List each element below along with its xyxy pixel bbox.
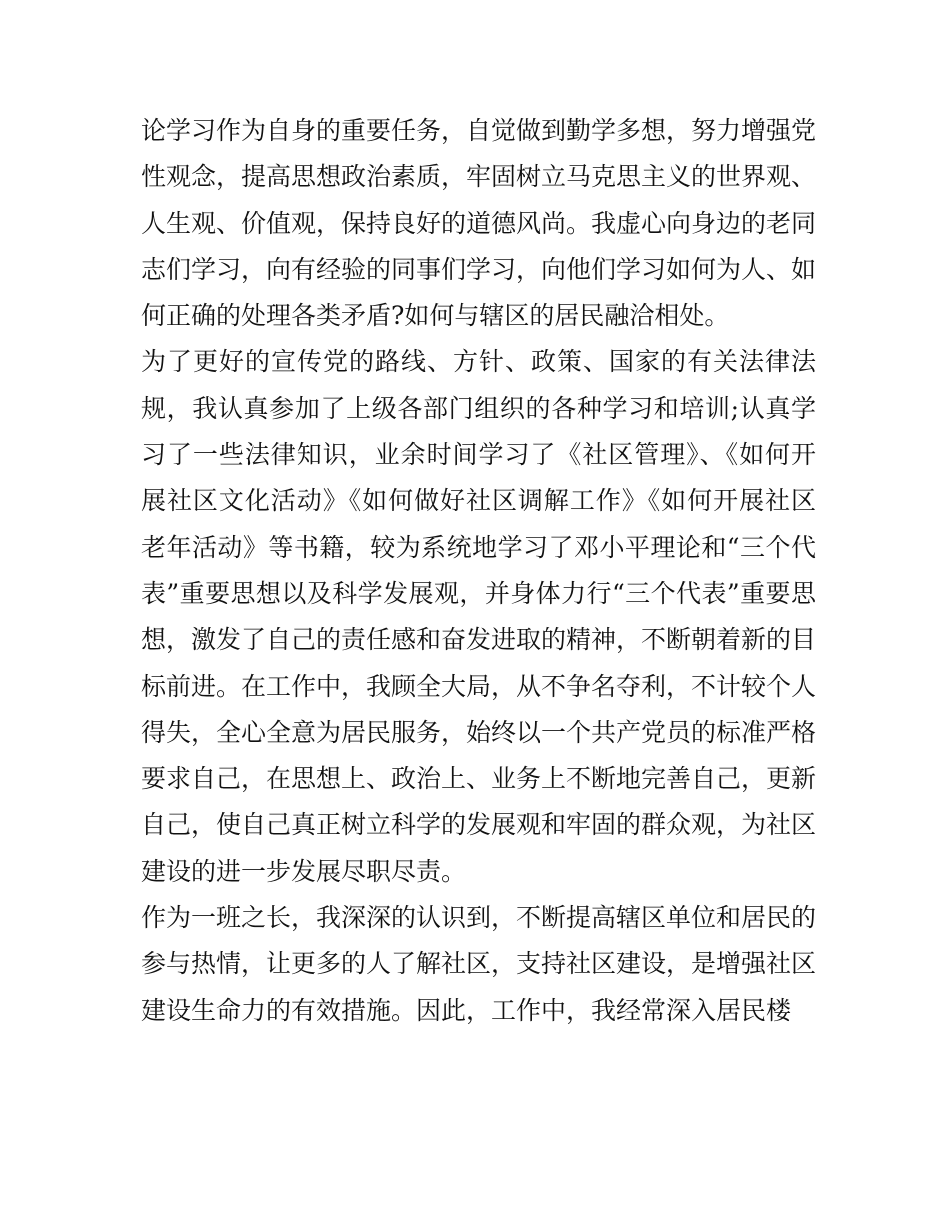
paragraph-3 <box>141 895 816 1034</box>
document-body <box>141 108 816 1034</box>
text-line: 建设的进一步发展尽职尽责。 <box>141 856 467 886</box>
paragraph-2 <box>141 339 816 895</box>
text-line: 老年活动》等书籍，较为系统地学习了邓小平理论和“三个代 <box>141 532 816 562</box>
text-line: 参与热情，让更多的人了解社区，支持社区建设，是增强社区 <box>141 949 817 979</box>
text-line: 作为一班之长，我深深的认识到，不断提高辖区单位和居民的 <box>141 903 817 933</box>
text-line: 论学习作为自身的重要任务，自觉做到勤学多想，努力增强党 <box>141 116 817 145</box>
text-line: 想，激发了自己的责任感和奋发进取的精神，不断朝着新的目 <box>141 625 817 655</box>
text-line: 习了一些法律知识，业余时间学习了《社区管理》、《如何开 <box>141 440 816 470</box>
text-line: 要求自己，在思想上、政治上、业务上不断地完善自己，更新 <box>141 764 817 794</box>
text-line: 性观念，提高思想政治素质，牢固树立马克思主义的世界观、 <box>141 162 817 192</box>
text-line: 建设生命力的有效措施。因此，工作中，我经常深入居民楼 <box>141 995 792 1025</box>
text-line: 人生观、价值观，保持良好的道德风尚。我虚心向身边的老同 <box>141 208 817 238</box>
text-line: 为了更好的宣传党的路线、方针、政策、国家的有关法律法 <box>141 347 816 377</box>
text-line: 标前进。在工作中，我顾全大局，从不争名夺利，不计较个人 <box>141 671 817 701</box>
text-line: 规，我认真参加了上级各部门组织的各种学习和培训;认真学 <box>141 393 816 423</box>
text-line: 何正确的处理各类矛盾?如何与辖区的居民融洽相处。 <box>141 301 730 331</box>
text-line: 志们学习，向有经验的同事们学习，向他们学习如何为人、如 <box>141 254 817 284</box>
text-line: 表”重要思想以及科学发展观，并身体力行“三个代表”重要思 <box>141 578 816 608</box>
paragraph-1 <box>141 108 816 339</box>
text-line: 得失，全心全意为居民服务，始终以一个共产党员的标准严格 <box>141 717 817 747</box>
text-line: 自己，使自己真正树立科学的发展观和牢固的群众观，为社区 <box>141 810 817 840</box>
text-line: 展社区文化活动》《如何做好社区调解工作》《如何开展社区 <box>141 486 816 516</box>
